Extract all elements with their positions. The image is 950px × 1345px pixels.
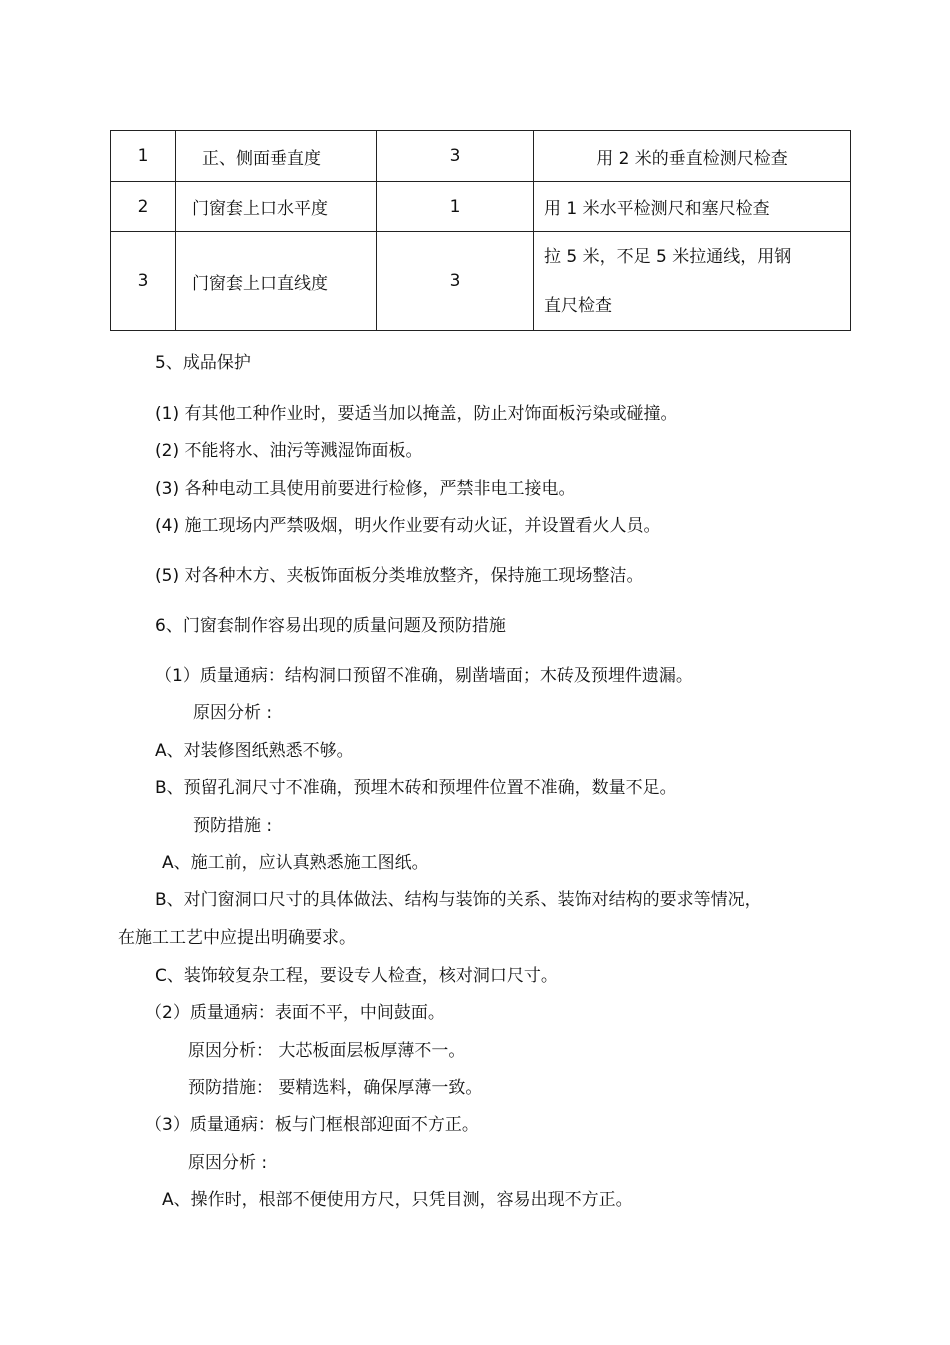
cause-item: A、操作时，根部不便使用方尺，只凭目测，容易出现不方正。 [162,1190,633,1210]
prevention-label: 预防措施 : [193,816,273,836]
prevention-item-continued: 在施工工艺中应提出明确要求。 [118,928,356,948]
cause-item: B、预留孔洞尺寸不准确，预埋木砖和预埋件位置不准确，数量不足。 [155,778,677,798]
table-row [111,232,851,331]
cause-label: 原因分析 : [193,703,273,723]
section-5-item: (4) 施工现场内严禁吸烟，明火作业要有动火证，并设置看火人员。 [155,516,661,536]
issue-3: （3）质量通病：板与门框根部迎面不方正。 [145,1115,479,1135]
section-5-item: (5) 对各种木方、夹板饰面板分类堆放整齐，保持施工现场整洁。 [155,566,644,586]
section-5-item: (1) 有其他工种作业时，要适当加以掩盖，防止对饰面板污染或碰撞。 [155,404,678,424]
row-method [534,232,851,331]
prevention-line: 预防措施： 要精选料，确保厚薄一致。 [188,1078,483,1098]
cause-line: 原因分析： 大芯板面层板厚薄不一。 [188,1041,466,1061]
row-item: 门窗套上口水平度 [176,182,377,232]
issue-2: （2）质量通病：表面不平，中间鼓面。 [145,1003,445,1023]
section-5-heading: 5、成品保护 [155,353,251,373]
table-row [111,182,851,232]
row-item: 正、侧面垂直度 [176,131,377,182]
section-5-item: (3) 各种电动工具使用前要进行检修，严禁非电工接电。 [155,479,576,499]
row-number: 3 [111,232,176,331]
row-number: 2 [111,182,176,232]
section-6-heading: 6、门窗套制作容易出现的质量问题及预防措施 [155,616,506,636]
tolerance-table [110,130,851,331]
cause-label: 原因分析 : [188,1153,268,1173]
table-row [111,131,851,182]
row-value: 1 [377,182,534,232]
row-number: 1 [111,131,176,182]
issue-1: （1）质量通病：结构洞口预留不准确，剔凿墙面；木砖及预埋件遗漏。 [155,666,693,686]
section-5-item: (2) 不能将水、油污等溅湿饰面板。 [155,441,423,461]
row-method-line-2: 直尺检查 [544,295,612,316]
prevention-item: C、装饰较复杂工程，要设专人检查，核对洞口尺寸。 [155,966,558,986]
prevention-item: A、施工前，应认真熟悉施工图纸。 [162,853,429,873]
row-method: 用 2 米的垂直检测尺检查 [534,131,851,182]
row-value: 3 [377,232,534,331]
row-method-line-1: 拉 5 米，不足 5 米拉通线，用钢 [544,246,792,267]
row-value: 3 [377,131,534,182]
row-method: 用 1 米水平检测尺和塞尺检查 [534,182,851,232]
cause-item: A、对装修图纸熟悉不够。 [155,741,354,761]
row-item: 门窗套上口直线度 [176,232,377,331]
prevention-item: B、对门窗洞口尺寸的具体做法、结构与装饰的关系、装饰对结构的要求等情况， [155,890,762,910]
